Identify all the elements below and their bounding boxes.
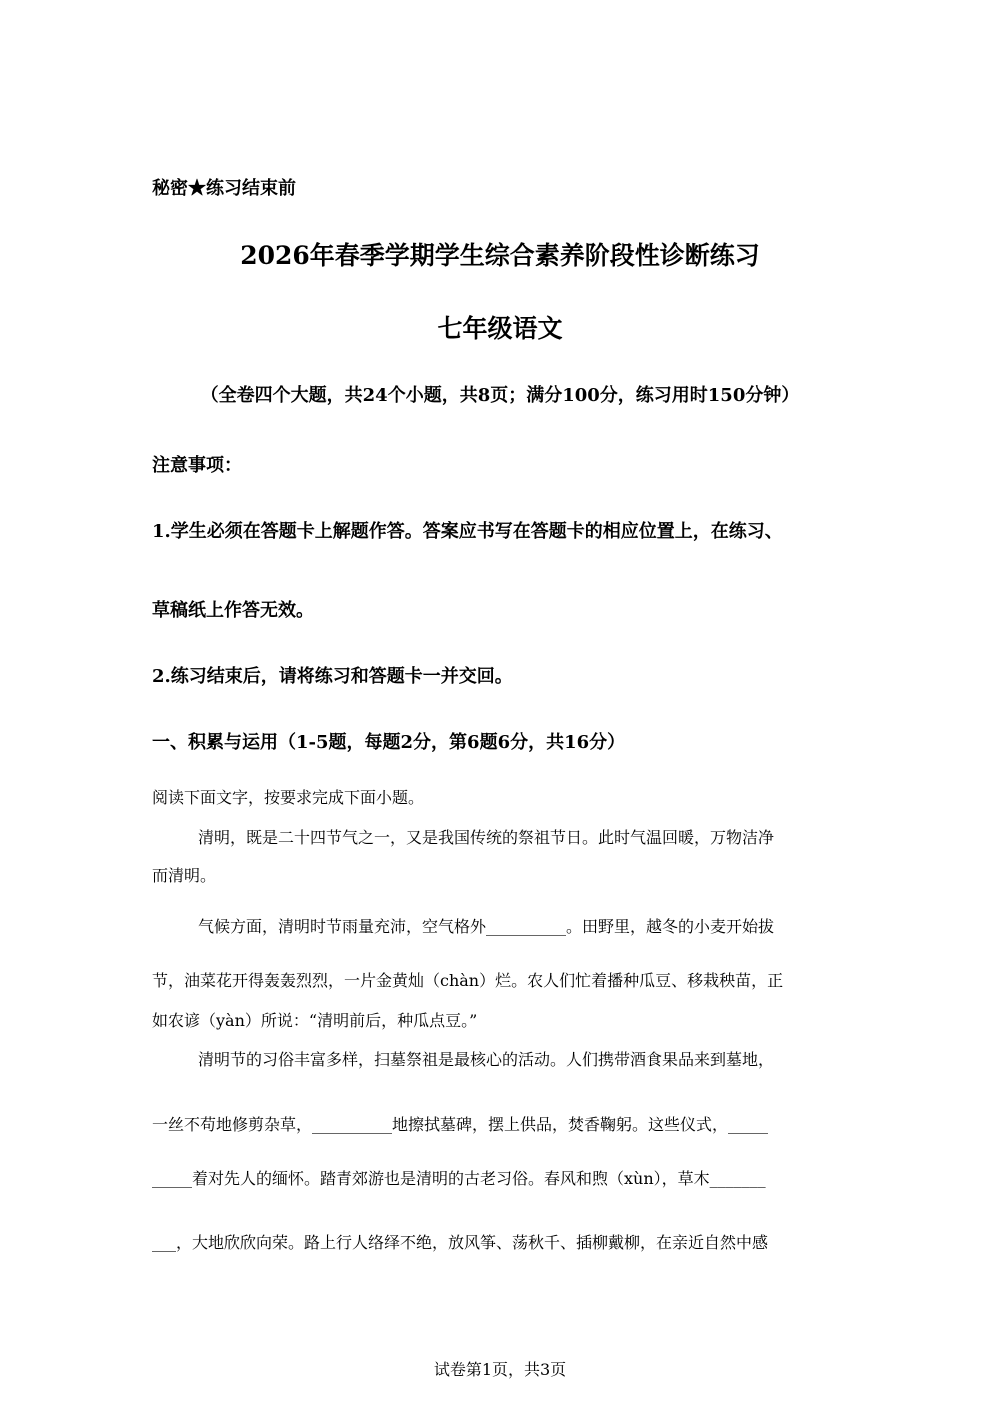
notice-item-1-line-1: 1.学生必须在答题卡上解题作答。答案应书写在答题卡的相应位置上，在练习、 xyxy=(152,521,783,542)
passage-line: 而清明。 xyxy=(152,866,217,885)
secret-mark: 秘密★练习结束前 xyxy=(152,178,296,199)
passage-line: 气候方面，清明时节雨量充沛，空气格外__________。田野里，越冬的小麦开始拔 xyxy=(198,917,775,936)
passage-line: 如农谚（yàn）所说：“清明前后，种瓜点豆。” xyxy=(152,1011,478,1030)
section-1-heading: 一、积累与运用（1-5题，每题2分，第6题6分，共16分） xyxy=(152,732,626,753)
passage-line: 一丝不苟地修剪杂草，__________地擦拭墓碑，摆上供品，焚香鞠躬。这些仪式，_____ xyxy=(152,1115,769,1134)
passage-line: _____着对先人的缅怀。踏青郊游也是清明的古老习俗。春风和煦（xùn），草木_______ xyxy=(152,1169,766,1188)
notice-item-2: 2.练习结束后，请将练习和答题卡一并交回。 xyxy=(152,666,513,687)
passage-line: ___，大地欣欣向荣。路上行人络绎不绝，放风筝、荡秋千、插柳戴柳，在亲近自然中感 xyxy=(152,1233,769,1252)
passage-line: 清明节的习俗丰富多样，扫墓祭祖是最核心的活动。人们携带酒食果品来到墓地， xyxy=(198,1050,775,1069)
section-1-intro: 阅读下面文字，按要求完成下面小题。 xyxy=(152,788,425,807)
subject-title: 七年级语文 xyxy=(437,314,563,343)
passage-line: 节，油菜花开得轰轰烈烈，一片金黄灿（chàn）烂。农人们忙着播种瓜豆、移栽秧苗，正 xyxy=(152,971,784,990)
notice-heading: 注意事项： xyxy=(152,455,242,476)
exam-info: （全卷四个大题，共24个小题，共8页；满分100分，练习用时150分钟） xyxy=(200,385,800,406)
passage-line: 清明，既是二十四节气之一，又是我国传统的祭祖节日。此时气温回暖，万物洁净 xyxy=(198,828,775,847)
notice-item-1-line-2: 草稿纸上作答无效。 xyxy=(152,600,314,621)
exam-title: 2026年春季学期学生综合素养阶段性诊断练习 xyxy=(240,241,760,270)
page-footer: 试卷第1页，共3页 xyxy=(433,1360,567,1379)
